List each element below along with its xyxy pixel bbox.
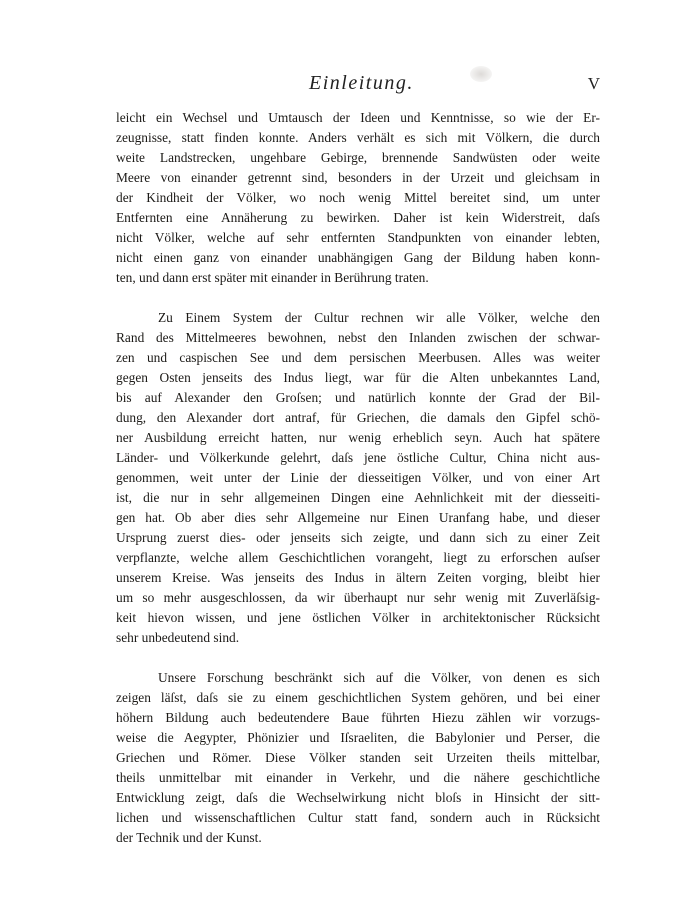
text-line: ner Ausbildung erreicht hatten, nur wenig erheblich seyn. Auch hat spätere: [116, 430, 600, 445]
text-line: Meere von einander getrennt sind, besonders in der Urzeit und gleichsam in: [116, 170, 600, 185]
text-line: ist, die nur in sehr allgemeinen Dingen eine Aehnlichkeit mit der diesseiti-: [116, 490, 600, 505]
text-line: dung, den Alexander dort antraf, für Griechen, die damals den Gipfel schö-: [116, 410, 600, 425]
text-line: Ursprung zuerst dies- oder jenseits sich zeigte, und dann sich zu einer Zeit: [116, 530, 600, 545]
text-line: gen hat. Ob aber dies sehr Allgemeine nur Einen Uranfang habe, und dieser: [116, 510, 600, 525]
text-line: bis auf Alexander den Groſsen; und natürlich konnte der Grad der Bil-: [116, 390, 600, 405]
body-text: [116, 108, 600, 868]
text-line: der Kindheit der Völker, wo noch wenig Mittel bereitet sind, um unter: [116, 190, 600, 205]
paragraph-1: [116, 108, 600, 288]
text-line: leicht ein Wechsel und Umtausch der Ideen und Kenntnisse, so wie der Er-: [116, 110, 600, 125]
text-line: verpflanzte, welche allem Geschichtlichen vorangeht, liegt zu erforschen auſser: [116, 550, 600, 565]
paragraph-3: [116, 668, 600, 848]
page-number: V: [587, 74, 600, 93]
text-line: theils unmittelbar mit einander in Verkehr, und die nähere geschichtliche: [116, 770, 600, 785]
text-line: Unsere Forschung beschränkt sich auf die Völker, von denen es sich: [158, 670, 600, 685]
running-title: Einleitung.: [309, 72, 414, 94]
text-line: der Technik und der Kunst.: [116, 830, 262, 845]
text-line: unserem Kreise. Was jenseits des Indus in ältern Zeiten vorging, bleibt hier: [116, 570, 600, 585]
text-line: zeugnisse, statt finden konnte. Anders verhält es sich mit Völkern, die durch: [116, 130, 600, 145]
text-line: sehr unbedeutend sind.: [116, 630, 240, 645]
text-line: nicht Völker, welche auf sehr entfernten Standpunkten von einander lebten,: [116, 230, 600, 245]
text-line: zen und caspischen See und dem persischen Meerbusen. Alles was weiter: [116, 350, 600, 365]
text-line: höhern Bildung auch bedeutendere Baue führten Hiezu zählen wir vorzugs-: [116, 710, 600, 725]
text-line: lichen und wissenschaftlichen Cultur statt fand, sondern auch in Rücksicht: [116, 810, 600, 825]
text-line: nicht einen ganz von einander unabhängigen Gang der Bildung haben konn-: [116, 250, 600, 265]
text-line: Entwicklung zeigt, daſs die Wechselwirkung nicht bloſs in Hinsicht der sitt-: [116, 790, 600, 805]
text-line: gegen Osten jenseits des Indus liegt, war für die Alten unbekanntes Land,: [116, 370, 600, 385]
text-line: Griechen und Römer. Diese Völker standen seit Urzeiten theils mittelbar,: [116, 750, 600, 765]
text-line: Länder- und Völkerkunde gelehrt, daſs jene östliche Cultur, China nicht aus-: [116, 450, 600, 465]
text-line: Entfernten eine Annäherung zu bewirken. Daher ist kein Widerstreit, daſs: [116, 210, 600, 225]
text-line: weite Landstrecken, ungehbare Gebirge, brennende Sandwüsten oder weite: [116, 150, 600, 165]
text-line: ten, und dann erst später mit einander in Berührung traten.: [116, 270, 429, 285]
text-line: keit hievon wissen, und jene östlichen Völker in architektonischer Rücksicht: [116, 610, 600, 625]
paragraph-2: [116, 308, 600, 648]
text-line: Zu Einem System der Cultur rechnen wir alle Völker, welche den: [158, 310, 600, 325]
text-line: um so mehr ausgeschlossen, da wir überhaupt nur sehr wenig mit Zuverläſsig-: [116, 590, 600, 605]
text-line: genommen, weit unter der Linie der diesseitigen Völker, und von einer Art: [116, 470, 600, 485]
text-line: zeigen läſst, daſs sie zu einem geschichtlichen System gehören, und bei einer: [116, 690, 600, 705]
text-line: Rand des Mittelmeeres bewohnen, nebst den Inlanden zwischen der schwar-: [116, 330, 600, 345]
text-line: weise die Aegypter, Phönizier und Iſsraeliten, die Babylonier und Perser, die: [116, 730, 600, 745]
running-header: [116, 72, 600, 96]
